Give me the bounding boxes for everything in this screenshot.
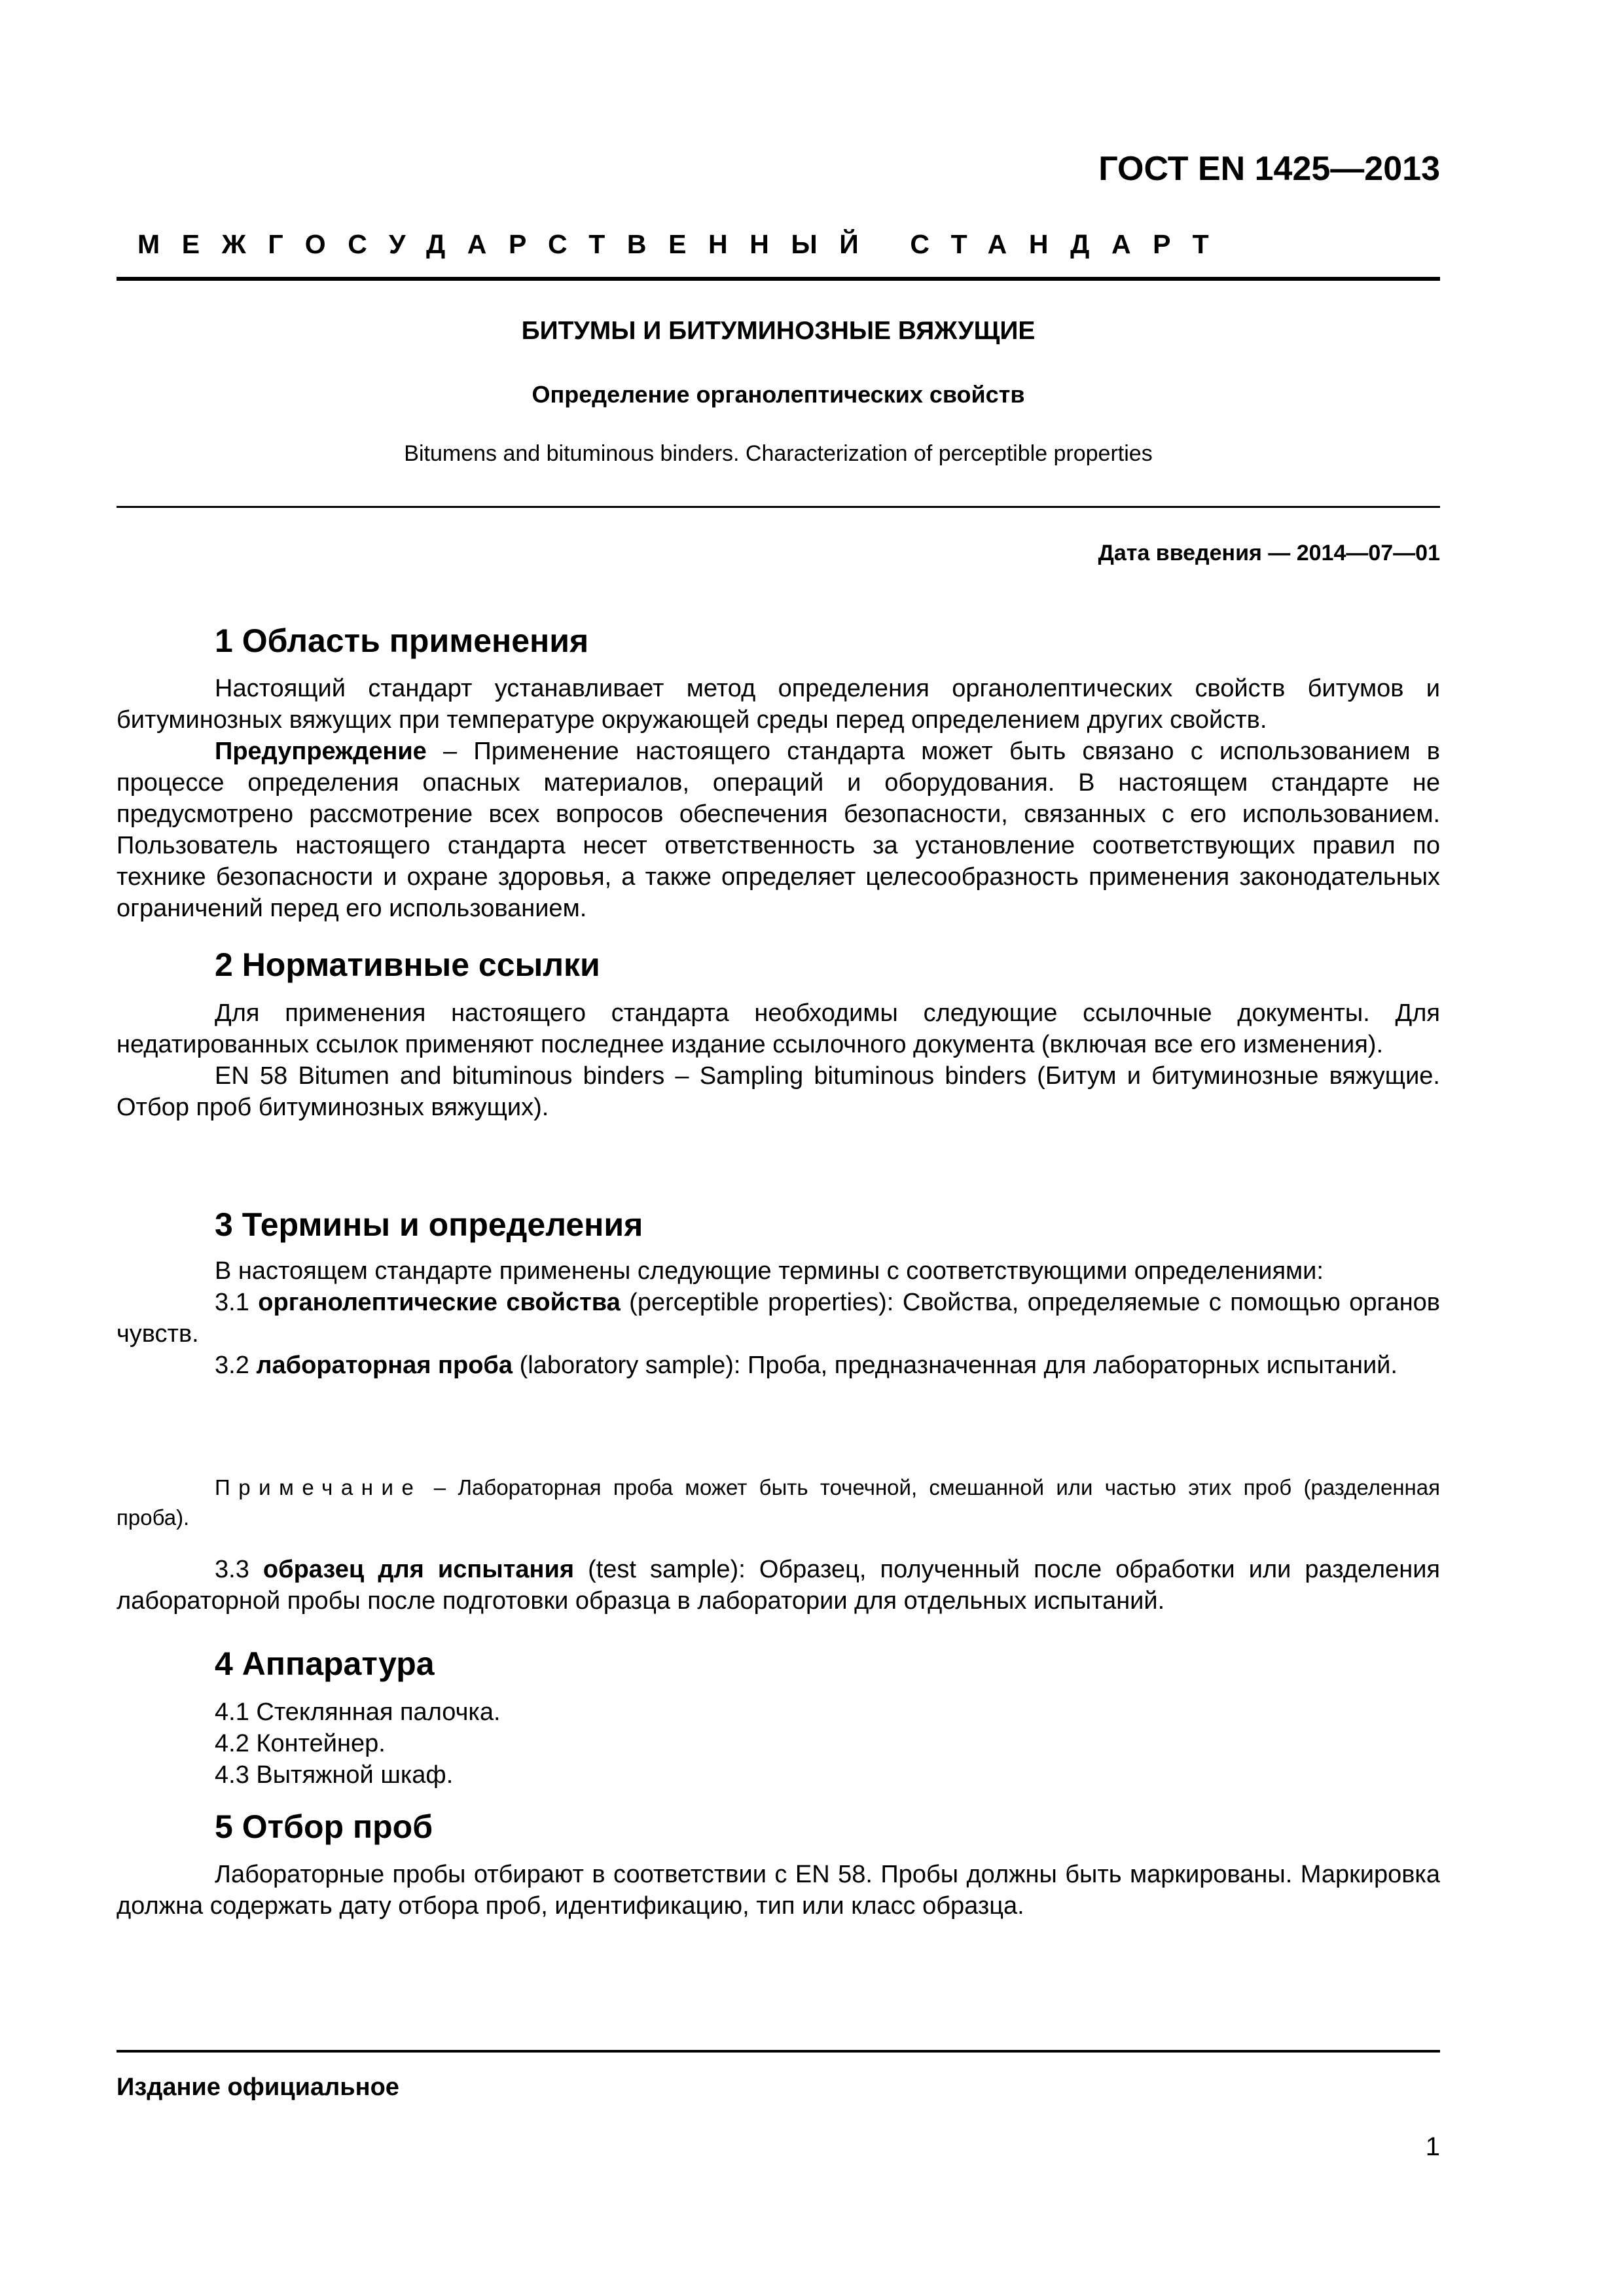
note-paragraph — [117, 1473, 1440, 1533]
term-3-3-number: 3.3 — [215, 1556, 263, 1583]
section-body-apparatus — [117, 1696, 1440, 1791]
reference-en58: EN 58 Bitumen and bituminous binders – Sampling bituminous binders (Битум и битуминозные вяжущие. Отбор проб битуминозных вяжущих). — [117, 1062, 1440, 1121]
term-3-2-number: 3.2 — [215, 1352, 257, 1379]
introduction-date: Дата введения — 2014—07—01 — [1098, 541, 1440, 565]
section-heading-scope: 1 Область применения — [215, 622, 589, 659]
scope-paragraph: Настоящий стандарт устанавливает метод определения органолептических свойств битумов и битуминозных вяжущих при температуре окружающей среды перед определением других свойств. — [117, 675, 1440, 734]
section-heading-terms: 3 Термины и определения — [215, 1206, 643, 1243]
term-3-1-number: 3.1 — [215, 1289, 259, 1316]
gost-number: ГОСТ EN 1425—2013 — [1098, 150, 1440, 188]
document-title: БИТУМЫ И БИТУМИНОЗНЫЕ ВЯЖУЩИЕ — [521, 317, 1036, 345]
section-body-references — [117, 997, 1440, 1123]
term-3-3-block — [117, 1554, 1440, 1617]
references-paragraph: Для применения настоящего стандарта необходимы следующие ссылочные документы. Для недатированных ссылок применяют последнее издание ссылочного документа (включая все его изменения). — [117, 999, 1440, 1058]
section-heading-apparatus: 4 Аппаратура — [215, 1645, 435, 1682]
warning-text: – Применение настоящего стандарта может быть связано с использованием в процессе определения опасных материалов, операций и оборудования. В настоящем стандарте не предусмотрено рассмотрение всех вопросов обеспечения безопасности, связанных с его использованием. Пользователь настоящего стандарта несет ответственность за установление соответствующих правил по технике безопасности и охране здоровья, а также определяет целесообразность применения законодательных ограничений перед его использованием. — [117, 738, 1440, 922]
term-3-3 — [117, 1554, 1440, 1617]
term-3-1-term: органолептические свойства — [258, 1289, 621, 1316]
note — [117, 1473, 1440, 1533]
section-body-terms — [117, 1255, 1440, 1381]
warning-label: Предупреждение — [215, 738, 427, 765]
interstate-standard-label: МЕЖГОСУДАРСТВЕННЫЙ СТАНДАРТ — [137, 229, 1231, 259]
section-body-scope — [117, 673, 1440, 924]
term-3-3-definition: (test sample): Образец, полученный после обработки или разделения лабораторной пробы после подготовки образца в лаборатории для отдельных испытаний. — [117, 1556, 1440, 1615]
terms-intro: В настоящем стандарте применены следующие термины с соответствующими определениями: — [215, 1257, 1324, 1285]
page-number: 1 — [1425, 2132, 1440, 2161]
note-text: – Лабораторная проба может быть точечной, смешанной или частью этих проб (разделенная проба). — [117, 1475, 1440, 1530]
apparatus-item: 4.1 Стеклянная палочка. — [215, 1698, 501, 1726]
term-3-2-term: лабораторная проба — [256, 1352, 513, 1379]
term-3-1-definition: (perceptible properties): Свойства, определяемые с помощью органов чувств. — [117, 1289, 1440, 1348]
footer-divider — [117, 2050, 1440, 2053]
apparatus-item: 4.2 Контейнер. — [215, 1730, 386, 1757]
section-body-sampling — [117, 1859, 1440, 1922]
note-label: Примечание — [215, 1475, 422, 1499]
term-3-3-term: образец для испытания — [262, 1556, 574, 1583]
term-3-1 — [117, 1287, 1440, 1350]
document-title-english: Bitumens and bituminous binders. Characterization of perceptible properties — [404, 441, 1153, 466]
term-3-2 — [117, 1350, 1440, 1381]
official-edition-label: Издание официальное — [117, 2073, 399, 2101]
header-divider — [117, 277, 1440, 281]
apparatus-item: 4.3 Вытяжной шкаф. — [215, 1761, 454, 1789]
warning-paragraph — [117, 736, 1440, 924]
document-subtitle: Определение органолептических свойств — [532, 381, 1025, 408]
section-heading-references: 2 Нормативные ссылки — [215, 946, 600, 983]
title-divider — [117, 506, 1440, 508]
section-heading-sampling: 5 Отбор проб — [215, 1808, 433, 1845]
term-3-2-definition: (laboratory sample): Проба, предназначенная для лабораторных испытаний. — [513, 1352, 1398, 1379]
sampling-paragraph: Лабораторные пробы отбирают в соответствии с EN 58. Пробы должны быть маркированы. Маркировка должна содержать дату отбора проб, идентификацию, тип или класс образца. — [117, 1861, 1440, 1920]
